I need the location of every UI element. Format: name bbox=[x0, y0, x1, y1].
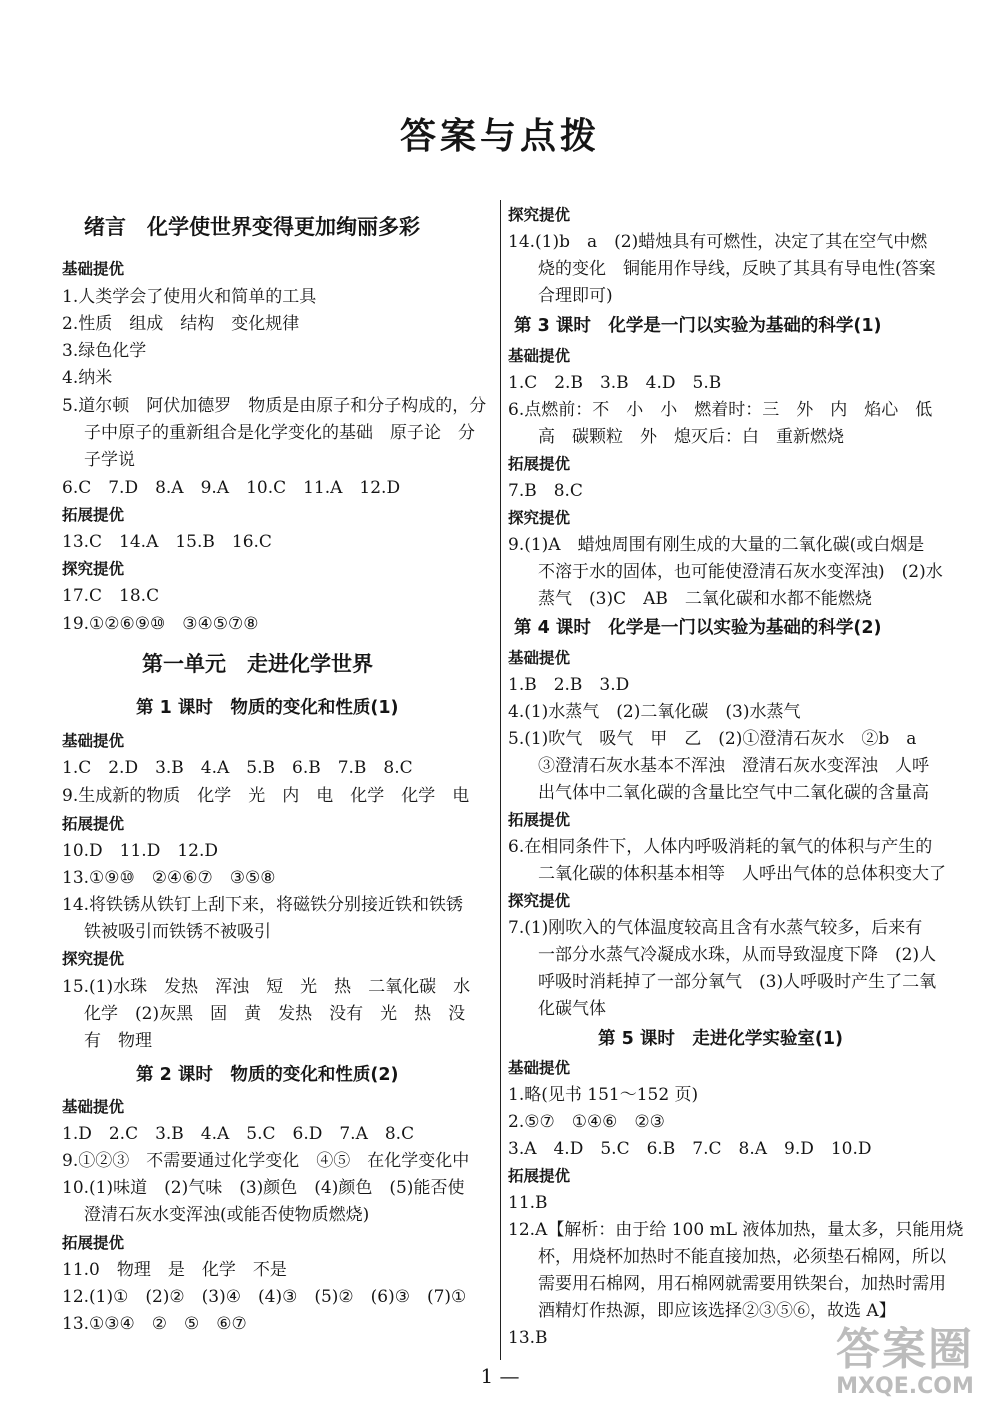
answer-line: 4.纳米 bbox=[62, 368, 113, 388]
answer-line: 7.(1)刚吹入的气体温度较高且含有水蒸气较多，后来有 bbox=[508, 918, 923, 938]
answer-line: 高 碳颗粒 外 熄灭后：白 重新燃烧 bbox=[538, 427, 844, 447]
answer-line: 2.性质 组成 结构 变化规律 bbox=[62, 314, 300, 334]
answer-line: 12.(1)① (2)② (3)④ (4)③ (5)② (6)③ (7)① bbox=[62, 1287, 467, 1307]
label-inquiry: 探究提优 bbox=[508, 509, 571, 527]
answer-line: 3.A 4.D 5.C 6.B 7.C 8.A 9.D 10.D bbox=[508, 1139, 872, 1159]
column-divider bbox=[500, 200, 501, 1360]
answer-line: 10.(1)味道 (2)气味 (3)颜色 (4)颜色 (5)能否使 bbox=[62, 1178, 465, 1198]
lesson-heading: 第 5 课时 走进化学实验室(1) bbox=[598, 1029, 844, 1049]
label-basic: 基础提优 bbox=[62, 260, 125, 278]
answer-line: 11.0 物理 是 化学 不是 bbox=[62, 1260, 287, 1280]
answer-line: 有 物理 bbox=[84, 1031, 152, 1051]
answer-line: 铁被吸引而铁锈不被吸引 bbox=[84, 922, 271, 942]
page-title: 答案与点拨 bbox=[399, 115, 600, 157]
answer-line: 9.(1)A 蜡烛周围有刚生成的大量的二氧化碳(或白烟是 bbox=[508, 535, 925, 555]
answer-line: 5.道尔顿 阿伏加德罗 物质是由原子和分子构成的，分 bbox=[62, 396, 487, 416]
answer-line: 3.绿色化学 bbox=[62, 341, 147, 361]
answer-line: 烧的变化 铜能用作导线，反映了其具有导电性(答案 bbox=[538, 259, 936, 279]
answer-line: 6.在相同条件下，人体内呼吸消耗的氧气的体积与产生的 bbox=[508, 837, 933, 857]
answer-line: 一部分水蒸气冷凝成水珠，从而导致湿度下降 (2)人 bbox=[538, 945, 937, 965]
label-basic: 基础提优 bbox=[508, 347, 571, 365]
answer-line: 5.(1)吹气 吸气 甲 乙 (2)①澄清石灰水 ②b a bbox=[508, 729, 917, 749]
answer-line: 2.⑤⑦ ①④⑥ ②③ bbox=[508, 1112, 665, 1132]
label-basic: 基础提优 bbox=[62, 1098, 125, 1116]
answer-line: 澄清石灰水变浑浊(或能否使物质燃烧) bbox=[84, 1205, 370, 1225]
answer-line: 二氧化碳的体积基本相等 人呼出气体的总体积变大了 bbox=[538, 864, 946, 884]
answer-line: 不溶于水的固体，也可能使澄清石灰水变浑浊) (2)水 bbox=[538, 562, 943, 582]
answer-line: 9.生成新的物质 化学 光 内 电 化学 化学 电 bbox=[62, 786, 470, 806]
watermark-logo bbox=[820, 1326, 990, 1406]
answer-line: ③澄清石灰水基本不浑浊 澄清石灰水变浑浊 人呼 bbox=[538, 756, 929, 776]
answer-line: 13.C 14.A 15.B 16.C bbox=[62, 532, 272, 552]
answer-line: 13.①③④ ② ⑤ ⑥⑦ bbox=[62, 1314, 247, 1334]
answer-line: 1.D 2.C 3.B 4.A 5.C 6.D 7.A 8.C bbox=[62, 1124, 415, 1144]
lesson-heading: 第 2 课时 物质的变化和性质(2) bbox=[136, 1065, 399, 1085]
answer-line: 14.(1)b a (2)蜡烛具有可燃性，决定了其在空气中燃 bbox=[508, 232, 928, 252]
answer-line: 酒精灯作热源，即应该选择②③⑤⑥，故选 A】 bbox=[538, 1301, 896, 1321]
section-heading-intro: 绪言 化学使世界变得更加绚丽多彩 bbox=[84, 214, 420, 239]
answer-line: 6.C 7.D 8.A 9.A 10.C 11.A 12.D bbox=[62, 478, 401, 498]
label-basic: 基础提优 bbox=[508, 1059, 571, 1077]
lesson-heading: 第 3 课时 化学是一门以实验为基础的科学(1) bbox=[514, 316, 882, 336]
answer-line: 1.B 2.B 3.D bbox=[508, 675, 630, 695]
answer-line: 1.人类学会了使用火和简单的工具 bbox=[62, 287, 317, 307]
label-extension: 拓展提优 bbox=[62, 506, 125, 524]
answer-line: 出气体中二氧化碳的含量比空气中二氧化碳的含量高 bbox=[538, 783, 929, 803]
answer-line: 子中原子的重新组合是化学变化的基础 原子论 分 bbox=[84, 423, 475, 443]
answer-line: 10.D 11.D 12.D bbox=[62, 841, 218, 861]
answer-line: 子学说 bbox=[84, 450, 135, 470]
answer-line: 1.C 2.D 3.B 4.A 5.B 6.B 7.B 8.C bbox=[62, 758, 413, 778]
answer-line: 15.(1)水珠 发热 浑浊 短 光 热 二氧化碳 水 bbox=[62, 977, 471, 997]
label-extension: 拓展提优 bbox=[508, 455, 571, 473]
label-basic: 基础提优 bbox=[508, 649, 571, 667]
answer-line: 9.①②③ 不需要通过化学变化 ④⑤ 在化学变化中 bbox=[62, 1151, 470, 1171]
answer-line: 化学 (2)灰黑 固 黄 发热 没有 光 热 没 bbox=[84, 1004, 466, 1024]
label-extension: 拓展提优 bbox=[62, 815, 125, 833]
answer-line: 12.A【解析：由于给 100 mL 液体加热，量太多，只能用烧 bbox=[508, 1220, 964, 1240]
label-basic: 基础提优 bbox=[62, 732, 125, 750]
answer-line: 17.C 18.C bbox=[62, 586, 160, 606]
answer-line: 13.①⑨⑩ ②④⑥⑦ ③⑤⑧ bbox=[62, 868, 276, 888]
watermark-url-text: MXQE.COM bbox=[836, 1374, 974, 1399]
answer-line: 1.略(见书 151～152 页) bbox=[508, 1085, 699, 1105]
answer-line: 14.将铁锈从铁钉上刮下来，将磁铁分别接近铁和铁锈 bbox=[62, 895, 464, 915]
lesson-heading: 第 4 课时 化学是一门以实验为基础的科学(2) bbox=[514, 618, 882, 638]
answer-line: 化碳气体 bbox=[538, 999, 606, 1019]
answer-line: 合理即可) bbox=[538, 286, 613, 306]
label-extension: 拓展提优 bbox=[508, 811, 571, 829]
answer-line: 19.①②⑥⑨⑩ ③④⑤⑦⑧ bbox=[62, 614, 259, 634]
unit-heading: 第一单元 走进化学世界 bbox=[142, 651, 373, 676]
answer-line: 13.B bbox=[508, 1328, 548, 1348]
answer-line: 呼吸时消耗掉了一部分氧气 (3)人呼吸时产生了二氧 bbox=[538, 972, 937, 992]
answer-line: 需要用石棉网，用石棉网就需要用铁架台，加热时需用 bbox=[538, 1274, 946, 1294]
watermark-logo-text: 答案圈 bbox=[836, 1324, 974, 1375]
label-inquiry: 探究提优 bbox=[508, 206, 571, 224]
answer-line: 6.点燃前：不 小 小 燃着时：三 外 内 焰心 低 bbox=[508, 400, 933, 420]
label-extension: 拓展提优 bbox=[508, 1167, 571, 1185]
answer-line: 蒸气 (3)C AB 二氧化碳和水都不能燃烧 bbox=[538, 589, 872, 609]
lesson-heading: 第 1 课时 物质的变化和性质(1) bbox=[136, 698, 399, 718]
page-number: 1 — bbox=[480, 1364, 520, 1388]
label-inquiry: 探究提优 bbox=[508, 892, 571, 910]
label-inquiry: 探究提优 bbox=[62, 560, 125, 578]
label-inquiry: 探究提优 bbox=[62, 950, 125, 968]
answer-line: 11.B bbox=[508, 1193, 548, 1213]
answer-line: 7.B 8.C bbox=[508, 481, 583, 501]
answer-line: 4.(1)水蒸气 (2)二氧化碳 (3)水蒸气 bbox=[508, 702, 801, 722]
answer-line: 杯，用烧杯加热时不能直接加热，必须垫石棉网，所以 bbox=[538, 1247, 946, 1267]
answer-line: 1.C 2.B 3.B 4.D 5.B bbox=[508, 373, 722, 393]
label-extension: 拓展提优 bbox=[62, 1234, 125, 1252]
